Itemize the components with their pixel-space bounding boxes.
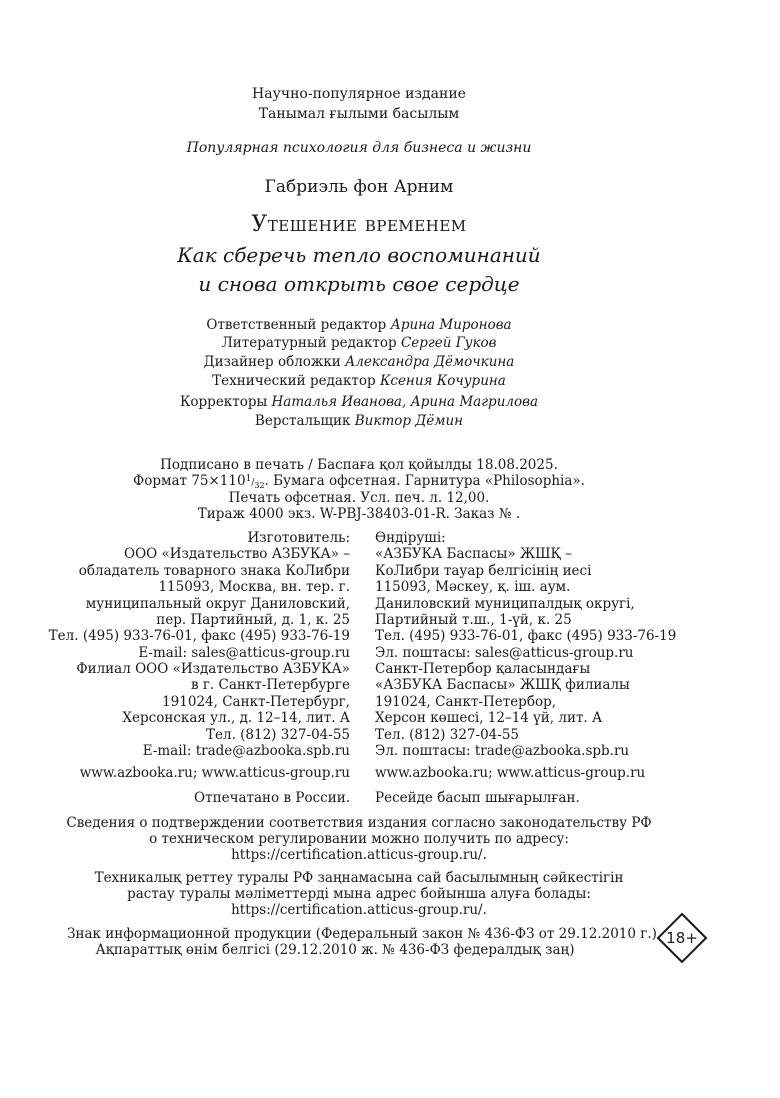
credit-line: Корректоры Наталья Иванова, Арина Магрилова bbox=[179, 394, 539, 410]
branch-kz: Санкт-Петербор қаласындағы «АЗБУКА Баспасы» ЖШҚ филиалы 191024, Санкт-Петербор, Херсон көшесі, 12–14 үй, лит. А Тел. (812) 327-04-55 Эл. поштасы: trade@azbooka.spb.ru bbox=[375, 661, 630, 759]
credit-line: Литературный редактор Сергей Гуков bbox=[221, 335, 497, 351]
subtitle-line-1: Как сберечь тепло воспоминаний bbox=[177, 243, 541, 267]
edition-kz: Танымал ғылыми басылым bbox=[258, 106, 460, 122]
credit-line: Дизайнер обложки Александра Дёмочкина bbox=[203, 354, 515, 370]
subtitle-line-2: и снова открыть свое сердце bbox=[198, 272, 520, 296]
signed-line: Подписано в печать / Баспаға қол қойылды 18.08.2025. bbox=[160, 457, 558, 473]
website-ru: www.azbooka.ru; www.atticus-group.ru bbox=[79, 765, 350, 781]
book-title: Утешение временем bbox=[251, 212, 467, 237]
run-line: Тираж 4000 экз. W-PBJ-38403-01-R. Заказ № . bbox=[197, 506, 521, 522]
printed-in-kz: Ресейде басып шығарылған. bbox=[375, 790, 580, 806]
credit-line: Верстальщик Виктор Дёмин bbox=[254, 413, 464, 429]
manufacturer-kz: Өндіруші: «АЗБУКА Баспасы» ЖШҚ – КоЛибри тауар белгісінің иесі 115093, Мәскеу, қ. іш. аум. Даниловский муниципалдық округі, Партийный т.ш., 1-үй, к. 25 Тел. (495) 933-76-01, факс (495) 933-76-19 Эл. поштасы: sales@atticus-group.ru bbox=[375, 530, 677, 661]
credit-line: Ответственный редактор Арина Миронова bbox=[206, 317, 512, 333]
author-name: Габриэль фон Арним bbox=[264, 177, 454, 197]
edition-ru: Научно-популярное издание bbox=[252, 86, 466, 102]
branch-ru: Филиал ООО «Издательство АЗБУКА» в г. Санкт-Петербурге 191024, Санкт-Петербург, Херсонская ул., д. 12–14, лит. А Тел. (812) 327-04-55 E-mail: trade@azbooka.spb.ru bbox=[76, 661, 350, 759]
credit-line: Технический редактор Ксения Кочурина bbox=[212, 373, 506, 389]
print-line: Печать офсетная. Усл. печ. л. 12,00. bbox=[228, 490, 490, 506]
manufacturer-ru: Изготовитель: ООО «Издательство АЗБУКА» – обладатель товарного знака КоЛибри 115093, Москва, вн. тер. г. муниципальный округ Даниловский, пер. Партийный, д. 1, к. 25 Тел. (495) 933-76-01, факс (495) 933-76-19 E-mail: sales@atticus-group.ru bbox=[48, 530, 350, 661]
age-rating-label: 18+ bbox=[666, 929, 698, 947]
series-name: Популярная психология для бизнеса и жизни bbox=[186, 140, 532, 156]
printed-in-ru: Отпечатано в России. bbox=[194, 790, 350, 806]
age-rating-badge bbox=[656, 912, 708, 964]
website-kz: www.azbooka.ru; www.atticus-group.ru bbox=[375, 765, 646, 781]
format-line: Формат $75\times 110^1/_{32}$. Бумага офсетная. Гарнитура «Philosophia». bbox=[133, 473, 585, 490]
